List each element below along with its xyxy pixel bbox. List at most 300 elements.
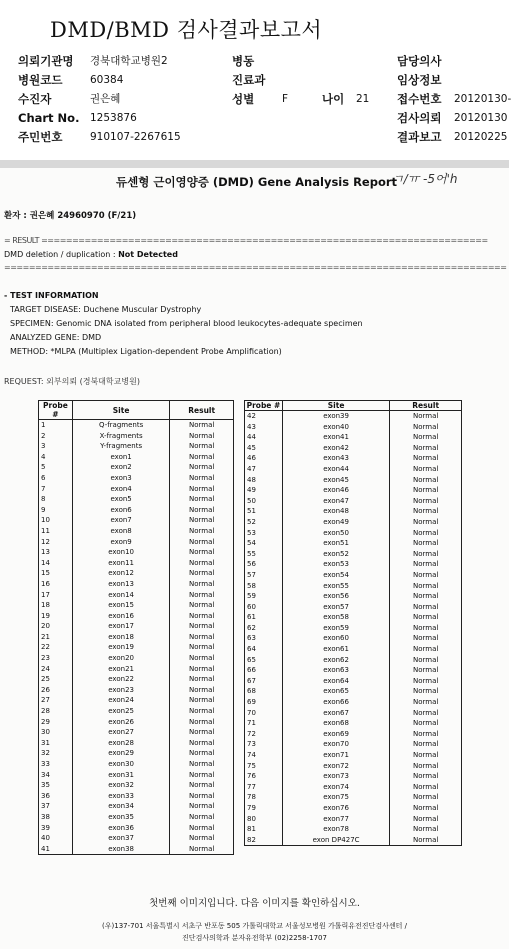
site-cell: exon35 [72,812,169,823]
probe-cell: 21 [39,632,73,643]
probe-cell: 73 [245,739,283,750]
probe-cell: 22 [39,642,73,653]
site-cell: exon51 [282,538,389,549]
site-cell: exon33 [72,791,169,802]
result-cell: Normal [390,803,462,814]
header-value: 910107-2267615 [90,131,181,143]
result-cell: Normal [390,485,462,496]
probe-cell: 51 [245,506,283,517]
table-row [39,526,234,537]
site-cell: exon72 [282,761,389,772]
patient-text: 환자 : 권은혜 24960970 (F/21) [4,211,137,221]
col-header-result: Result [390,401,462,411]
table-row [245,517,462,528]
result-cell: Normal [170,759,234,770]
site-cell: exon5 [72,494,169,505]
result-cell: Normal [390,581,462,592]
probe-cell: 54 [245,538,283,549]
probe-cell: 7 [39,484,73,495]
site-cell: exon36 [72,823,169,834]
result-cell: Normal [170,621,234,632]
table-row [245,761,462,772]
table-row [245,835,462,846]
table-row [245,432,462,443]
test-info-heading: - TEST INFORMATION [4,291,99,300]
site-cell: exon37 [72,833,169,844]
table-row [245,644,462,655]
result-cell: Normal [170,632,234,643]
result-cell: Normal [170,642,234,653]
probe-table-right [244,400,462,846]
result-cell: Normal [390,771,462,782]
site-cell: exon44 [282,464,389,475]
gene-report-title: 듀센형 근이영양증 (DMD) Gene Analysis Report [116,175,398,189]
table-row [39,537,234,548]
header-row [0,71,509,89]
table-row [39,431,234,442]
result-cell: Normal [390,612,462,623]
result-cell: Normal [390,432,462,443]
result-cell: Normal [170,600,234,611]
site-cell: exon65 [282,686,389,697]
table-row [39,664,234,675]
result-cell: Normal [390,453,462,464]
table-row [39,441,234,452]
table-row [245,485,462,496]
site-cell: exon45 [282,475,389,486]
site-cell: exon40 [282,422,389,433]
site-cell: exon21 [72,664,169,675]
table-row [245,708,462,719]
result-cell: Normal [170,717,234,728]
table-row [39,780,234,791]
site-cell: exon75 [282,792,389,803]
result-cell: Normal [390,496,462,507]
header-row [0,128,509,146]
probe-cell: 18 [39,600,73,611]
probe-cell: 66 [245,665,283,676]
result-cell: Normal [170,462,234,473]
result-heading: = RESULT ======================================================================== [4,236,488,245]
probe-cell: 6 [39,473,73,484]
table-row [39,674,234,685]
site-cell: exon47 [282,496,389,507]
result-cell: Normal [390,835,462,846]
site-cell: exon22 [72,674,169,685]
image-separator [0,160,509,168]
site-cell: exon70 [282,739,389,750]
probe-cell: 67 [245,676,283,687]
result-cell: Normal [170,420,234,431]
result-cell: Normal [390,570,462,581]
table-row [39,515,234,526]
probe-cell: 79 [245,803,283,814]
table-row [245,581,462,592]
site-cell: exon76 [282,803,389,814]
result-cell: Normal [390,591,462,602]
result-cell: Normal [390,623,462,634]
result-cell: Normal [390,750,462,761]
result-cell: Normal [170,695,234,706]
site-cell: exon57 [282,602,389,613]
table-row [39,473,234,484]
col-header-probe: Probe # [245,401,283,411]
probe-cell: 29 [39,717,73,728]
probe-cell: 50 [245,496,283,507]
request-line: REQUEST: 외부의뢰 (경북대학교병원) [4,377,140,386]
result-cell: Normal [170,823,234,834]
result-cell: Normal [390,686,462,697]
table-row [39,759,234,770]
result-cell: Normal [390,475,462,486]
table-row [39,770,234,781]
site-cell: exon20 [72,653,169,664]
site-cell: exon39 [282,411,389,422]
probe-cell: 28 [39,706,73,717]
table-row [245,464,462,475]
probe-cell: 4 [39,452,73,463]
result-cell: Normal [170,844,234,855]
header-label: 수진자 [18,92,52,106]
probe-cell: 44 [245,432,283,443]
probe-cell: 69 [245,697,283,708]
result-cell: Normal [390,602,462,613]
probe-cell: 5 [39,462,73,473]
table-row [245,803,462,814]
table-row [39,558,234,569]
result-cell: Normal [170,579,234,590]
site-cell: exon56 [282,591,389,602]
method: METHOD: *MLPA (Multiplex Ligation-dependent Probe Amplification) [10,347,282,356]
header-value: 권은혜 [90,93,121,105]
result-cell: Normal [170,791,234,802]
table-row [245,411,462,422]
header-value: 20120225 [454,131,508,143]
table-row [245,718,462,729]
probe-cell: 13 [39,547,73,558]
table-row [39,706,234,717]
result-cell: Normal [170,558,234,569]
result-cell: Normal [390,528,462,539]
result-cell: Normal [170,770,234,781]
result-cell: Normal [170,748,234,759]
result-cell: Normal [390,633,462,644]
table-row [39,579,234,590]
probe-cell: 34 [39,770,73,781]
result-cell: Normal [390,792,462,803]
result-cell: Normal [390,814,462,825]
header-label: 담당의사 [397,54,442,68]
lab-address [0,920,509,944]
site-cell: Y-fragments [72,441,169,452]
site-cell: exon73 [282,771,389,782]
probe-cell: 61 [245,612,283,623]
probe-cell: 8 [39,494,73,505]
site-cell: exon27 [72,727,169,738]
site-cell: exon53 [282,559,389,570]
result-divider: ================================================================================= [4,263,507,272]
site-cell: exon68 [282,718,389,729]
probe-cell: 12 [39,537,73,548]
result-cell: Normal [390,761,462,772]
result-cell: Normal [170,431,234,442]
table-row [39,717,234,728]
probe-cell: 35 [39,780,73,791]
result-cell: Normal [170,547,234,558]
result-cell: Normal [170,590,234,601]
result-cell: Normal [170,452,234,463]
result-cell: Normal [390,464,462,475]
header-label: 결과보고 [397,130,442,144]
site-cell: exon19 [72,642,169,653]
probe-cell: 58 [245,581,283,592]
result-cell: Normal [170,505,234,516]
probe-cell: 10 [39,515,73,526]
site-cell: exon28 [72,738,169,749]
table-row [245,549,462,560]
table-row [245,623,462,634]
table-row [39,505,234,516]
site-cell: exon25 [72,706,169,717]
table-row [245,676,462,687]
site-cell: exon13 [72,579,169,590]
site-cell: exon62 [282,655,389,666]
table-row [245,528,462,539]
result-cell: Normal [170,706,234,717]
probe-cell: 45 [245,443,283,454]
table-row [245,559,462,570]
probe-cell: 9 [39,505,73,516]
site-cell: exon34 [72,801,169,812]
site-cell: exon7 [72,515,169,526]
result-cell: Normal [170,473,234,484]
probe-cell: 30 [39,727,73,738]
probe-cell: 38 [39,812,73,823]
result-cell: Normal [170,568,234,579]
probe-cell: 74 [245,750,283,761]
header-label: 성별 [232,92,255,106]
table-row [39,611,234,622]
result-cell: Normal [170,664,234,675]
table-row [245,686,462,697]
site-cell: exon66 [282,697,389,708]
header-label: 의뢰기관명 [18,54,74,68]
probe-cell: 62 [245,623,283,634]
table-row [245,665,462,676]
site-cell: exon18 [72,632,169,643]
table-row [39,600,234,611]
result-cell: Normal [390,676,462,687]
site-cell: exon10 [72,547,169,558]
header-value: 21 [356,93,370,105]
table-row [39,748,234,759]
result-cell: Normal [390,517,462,528]
result-cell: Normal [390,739,462,750]
result-cell: Normal [390,644,462,655]
table-row [39,685,234,696]
site-cell: exon30 [72,759,169,770]
site-cell: exon46 [282,485,389,496]
result-cell: Normal [390,708,462,719]
table-row [245,771,462,782]
table-row [39,632,234,643]
table-row [39,823,234,834]
probe-cell: 16 [39,579,73,590]
header-row [0,109,509,127]
site-cell: exon26 [72,717,169,728]
table-row [39,844,234,855]
header-value: 20120130 [454,112,508,124]
site-cell: exon12 [72,568,169,579]
site-cell: exon60 [282,633,389,644]
table-row [245,792,462,803]
site-cell: exon31 [72,770,169,781]
probe-cell: 75 [245,761,283,772]
probe-cell: 68 [245,686,283,697]
probe-cell: 26 [39,685,73,696]
table-row [245,443,462,454]
result-cell: Normal [390,443,462,454]
probe-cell: 76 [245,771,283,782]
site-cell: X-fragments [72,431,169,442]
site-cell: exon8 [72,526,169,537]
address-line-1: (우)137-701 서울특별시 서초구 반포동 505 가톨릭대학교 서울성모병원 가톨릭유전진단검사센터 / [102,922,407,930]
scanned-report [0,168,509,949]
probe-cell: 60 [245,602,283,613]
report-title: DMD/BMD 검사결과보고서 [50,18,323,42]
site-cell: exon DP427C [282,835,389,846]
result-cell: Normal [170,537,234,548]
header-label: 나이 [322,92,345,106]
table-row [245,506,462,517]
site-cell: exon74 [282,782,389,793]
result-cell: Normal [170,526,234,537]
probe-cell: 27 [39,695,73,706]
table-row [39,494,234,505]
table-row [245,750,462,761]
table-row [245,612,462,623]
probe-cell: 25 [39,674,73,685]
result-cell: Normal [390,559,462,570]
probe-cell: 17 [39,590,73,601]
specimen: SPECIMEN: Genomic DNA isolated from peripheral blood leukocytes-adequate specimen [10,319,363,328]
probe-cell: 81 [245,824,283,835]
probe-cell: 55 [245,549,283,560]
site-cell: exon15 [72,600,169,611]
table-row [39,590,234,601]
result-cell: Normal [390,411,462,422]
table-row [39,695,234,706]
site-cell: Q-fragments [72,420,169,431]
site-cell: exon3 [72,473,169,484]
result-cell: Normal [390,729,462,740]
site-cell: exon1 [72,452,169,463]
probe-cell: 40 [39,833,73,844]
table-row [245,422,462,433]
patient-line [4,209,136,221]
probe-cell: 19 [39,611,73,622]
handwritten-signature: ㄱ/ㅠ -5어'h [392,172,458,186]
result-cell: Normal [390,782,462,793]
analyzed-gene: ANALYZED GENE: DMD [10,333,102,342]
result-cell: Normal [170,738,234,749]
probe-cell: 42 [245,411,283,422]
probe-cell: 70 [245,708,283,719]
site-cell: exon48 [282,506,389,517]
probe-cell: 82 [245,835,283,846]
probe-cell: 57 [245,570,283,581]
header-value: F [282,93,289,105]
result-cell: Normal [390,718,462,729]
site-cell: exon64 [282,676,389,687]
site-cell: exon9 [72,537,169,548]
table-row [245,453,462,464]
table-row [245,570,462,581]
probe-cell: 77 [245,782,283,793]
site-cell: exon17 [72,621,169,632]
result-cell: Normal [170,780,234,791]
table-row [245,814,462,825]
result-cell: Normal [170,484,234,495]
result-line [4,250,178,259]
result-label: DMD deletion / duplication : [4,250,119,259]
site-cell: exon54 [282,570,389,581]
probe-cell: 2 [39,431,73,442]
site-cell: exon63 [282,665,389,676]
probe-cell: 3 [39,441,73,452]
probe-cell: 78 [245,792,283,803]
probe-cell: 56 [245,559,283,570]
table-row [39,568,234,579]
table-row [39,833,234,844]
table-row [39,812,234,823]
site-cell: exon24 [72,695,169,706]
table-row [39,462,234,473]
probe-cell: 23 [39,653,73,664]
site-cell: exon23 [72,685,169,696]
probe-cell: 71 [245,718,283,729]
probe-cell: 32 [39,748,73,759]
probe-cell: 72 [245,729,283,740]
probe-cell: 64 [245,644,283,655]
probe-cell: 11 [39,526,73,537]
header-label: 병원코드 [18,73,63,87]
result-cell: Normal [390,422,462,433]
site-cell: exon49 [282,517,389,528]
result-cell: Normal [170,611,234,622]
site-cell: exon16 [72,611,169,622]
site-cell: exon4 [72,484,169,495]
result-cell: Normal [170,494,234,505]
result-cell: Normal [390,824,462,835]
table-row [245,591,462,602]
site-cell: exon29 [72,748,169,759]
result-cell: Normal [390,665,462,676]
site-cell: exon59 [282,623,389,634]
result-cell: Normal [170,441,234,452]
probe-cell: 36 [39,791,73,802]
probe-cell: 31 [39,738,73,749]
probe-cell: 33 [39,759,73,770]
site-cell: exon32 [72,780,169,791]
probe-cell: 39 [39,823,73,834]
result-cell: Normal [170,727,234,738]
table-row [39,547,234,558]
table-row [245,633,462,644]
col-header-site: Site [282,401,389,411]
probe-cell: 14 [39,558,73,569]
header-label: 주민번호 [18,130,63,144]
